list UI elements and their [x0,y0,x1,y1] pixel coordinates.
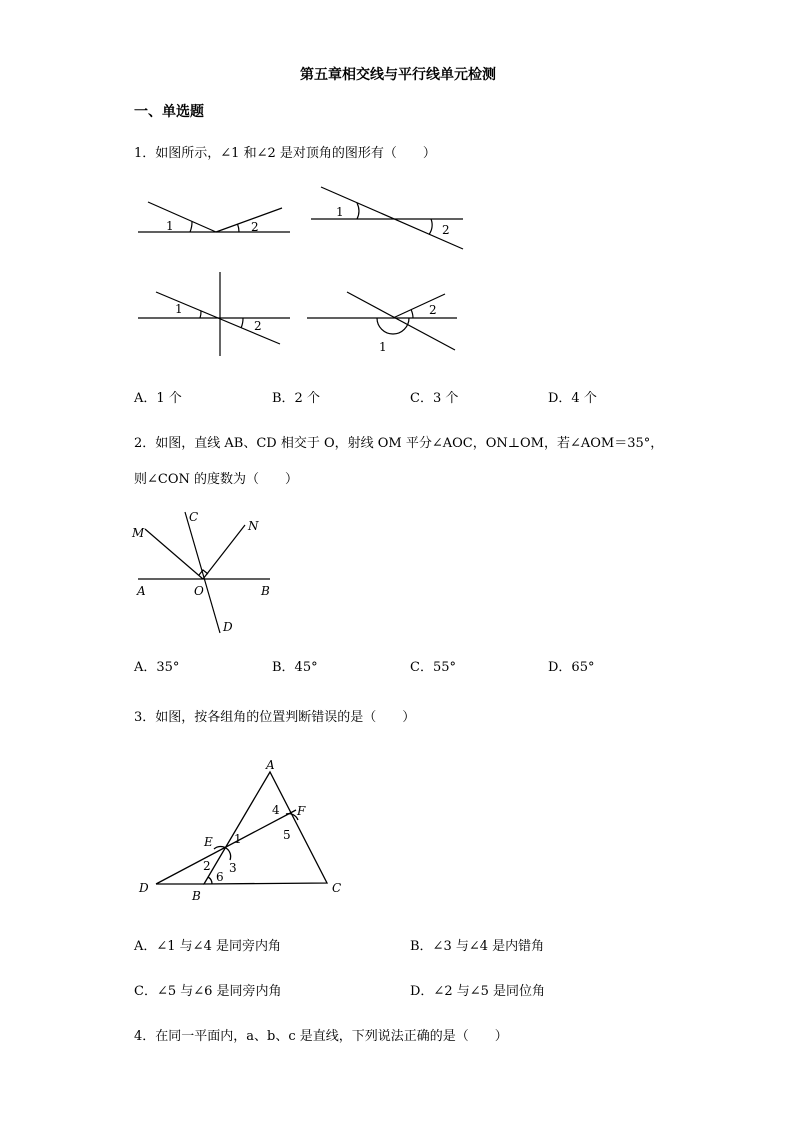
angle-label: 6 [216,870,224,884]
question-4-stem: 4．在同一平面内，a、b、c 是直线，下列说法正确的是（ ） [134,1029,508,1044]
question-1-figure-d [303,288,463,358]
q1-option-c[interactable]: C．3 个 [410,391,459,406]
point-label: C [332,881,342,895]
question-2-figure [128,505,288,637]
q1-option-a[interactable]: A．1 个 [134,391,182,406]
angle-label: 2 [203,859,211,873]
doc-title: 第五章相交线与平行线单元检测 [300,67,496,83]
angle-label: 1 [166,219,174,233]
q3-option-c[interactable]: C．∠5 与∠6 是同旁内角 [134,984,282,999]
angle-label: 4 [272,803,280,817]
angle-label: 1 [234,832,242,846]
point-label: M [132,526,145,540]
angle-label: 2 [251,220,259,234]
q3-option-a[interactable]: A．∠1 与∠4 是同旁内角 [134,939,281,954]
angle-label: 2 [254,319,262,333]
question-1-stem: 1．如图所示，∠1 和∠2 是对顶角的图形有（ ） [134,146,436,161]
point-label: O [194,584,204,598]
point-label: C [189,510,199,524]
angle-label: 2 [442,223,450,237]
q3-option-b[interactable]: B．∠3 与∠4 是内错角 [410,939,545,954]
point-label: F [297,804,306,818]
point-label: N [248,519,259,533]
question-3-stem: 3．如图，按各组角的位置判断错误的是（ ） [134,710,416,725]
q2-option-c[interactable]: C．55° [410,660,456,675]
angle-label: 1 [175,302,183,316]
angle-label: 1 [336,205,344,219]
question-2-stem-line2: 则∠CON 的度数为（ ） [134,472,299,487]
question-2-stem-line1: 2．如图，直线 AB、CD 相交于 O，射线 OM 平分∠AOC，ON⊥OM，若∠AOM＝35°， [134,436,664,451]
point-label: A [266,758,275,772]
point-label: D [223,620,233,634]
section-heading: 一、单选题 [134,104,204,120]
question-1-figure-a [130,180,300,250]
point-label: A [137,584,146,598]
q2-option-b[interactable]: B．45° [272,660,318,675]
question-3-figure [130,752,355,904]
angle-label: 3 [229,861,237,875]
point-label: B [192,889,201,903]
point-label: E [204,835,213,849]
point-label: D [139,881,149,895]
q3-option-d[interactable]: D．∠2 与∠5 是同位角 [410,984,546,999]
angle-label: 2 [429,303,437,317]
point-label: B [261,584,270,598]
angle-label: 1 [379,340,387,354]
angle-label: 5 [283,828,291,842]
q2-option-a[interactable]: A．35° [134,660,180,675]
q1-option-d[interactable]: D．4 个 [548,391,597,406]
question-1-figure-c [130,268,300,360]
q1-option-b[interactable]: B．2 个 [272,391,320,406]
question-1-figure-b [305,183,470,255]
q2-option-d[interactable]: D．65° [548,660,595,675]
